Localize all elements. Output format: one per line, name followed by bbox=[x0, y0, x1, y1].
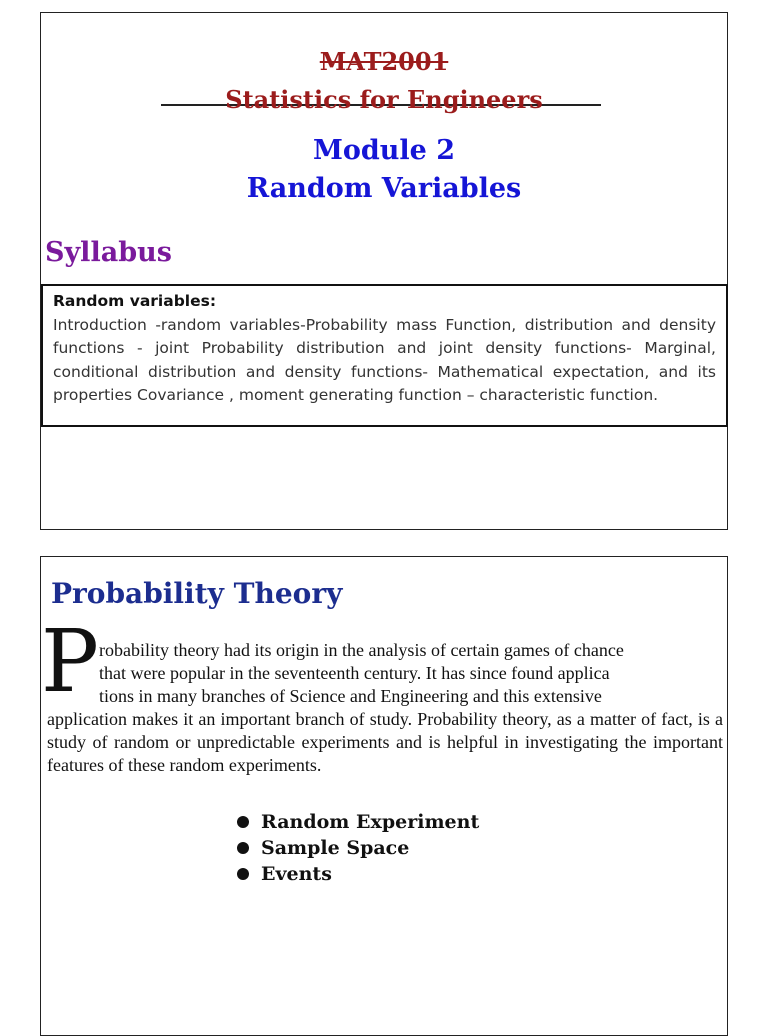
slide-1 bbox=[40, 12, 728, 530]
list-item bbox=[237, 861, 479, 887]
probability-theory-paragraph bbox=[47, 639, 723, 777]
topic-bullet-list bbox=[237, 809, 479, 887]
bullet-dot-icon bbox=[237, 868, 249, 880]
course-title: Statistics for Engineers bbox=[225, 85, 543, 114]
list-item bbox=[237, 835, 479, 861]
syllabus-box-heading: Random variables: bbox=[53, 292, 217, 310]
bullet-text: Events bbox=[261, 863, 332, 885]
bullet-dot-icon bbox=[237, 816, 249, 828]
slide-2 bbox=[40, 556, 728, 1036]
list-item bbox=[237, 809, 479, 835]
module-name: Random Variables bbox=[246, 173, 522, 204]
drop-cap-letter: P bbox=[41, 612, 99, 712]
probability-theory-heading: Probability Theory bbox=[51, 577, 343, 610]
paragraph-line-3: tions in many branches of Science and Engineering and this extensive bbox=[99, 686, 602, 706]
module-number: Module 2 bbox=[312, 135, 456, 166]
paragraph-rest: application makes it an important branch of study. Probability theory, as a matter of fact, is a study of random or unpredictable experiments and is helpful in investigating the important features of these random experiments. bbox=[47, 709, 723, 775]
bullet-text: Sample Space bbox=[261, 837, 410, 859]
syllabus-heading: Syllabus bbox=[45, 237, 172, 268]
syllabus-box-body: Introduction -random variables-Probability mass Function, distribution and density functions - joint Probability distribution and joint density functions- Marginal, conditional distribution and density functions- Mathematical expectation, and its properties Covariance , moment generating function – characteristic function. bbox=[53, 315, 716, 404]
paragraph-line-1: robability theory had its origin in the analysis of certain games of chance bbox=[99, 640, 624, 660]
bullet-dot-icon bbox=[237, 842, 249, 854]
bullet-text: Random Experiment bbox=[261, 811, 480, 833]
syllabus-box bbox=[41, 284, 728, 427]
paragraph-line-2: that were popular in the seventeenth century. It has since found applica bbox=[99, 663, 610, 683]
course-code: MAT2001 bbox=[319, 47, 449, 76]
